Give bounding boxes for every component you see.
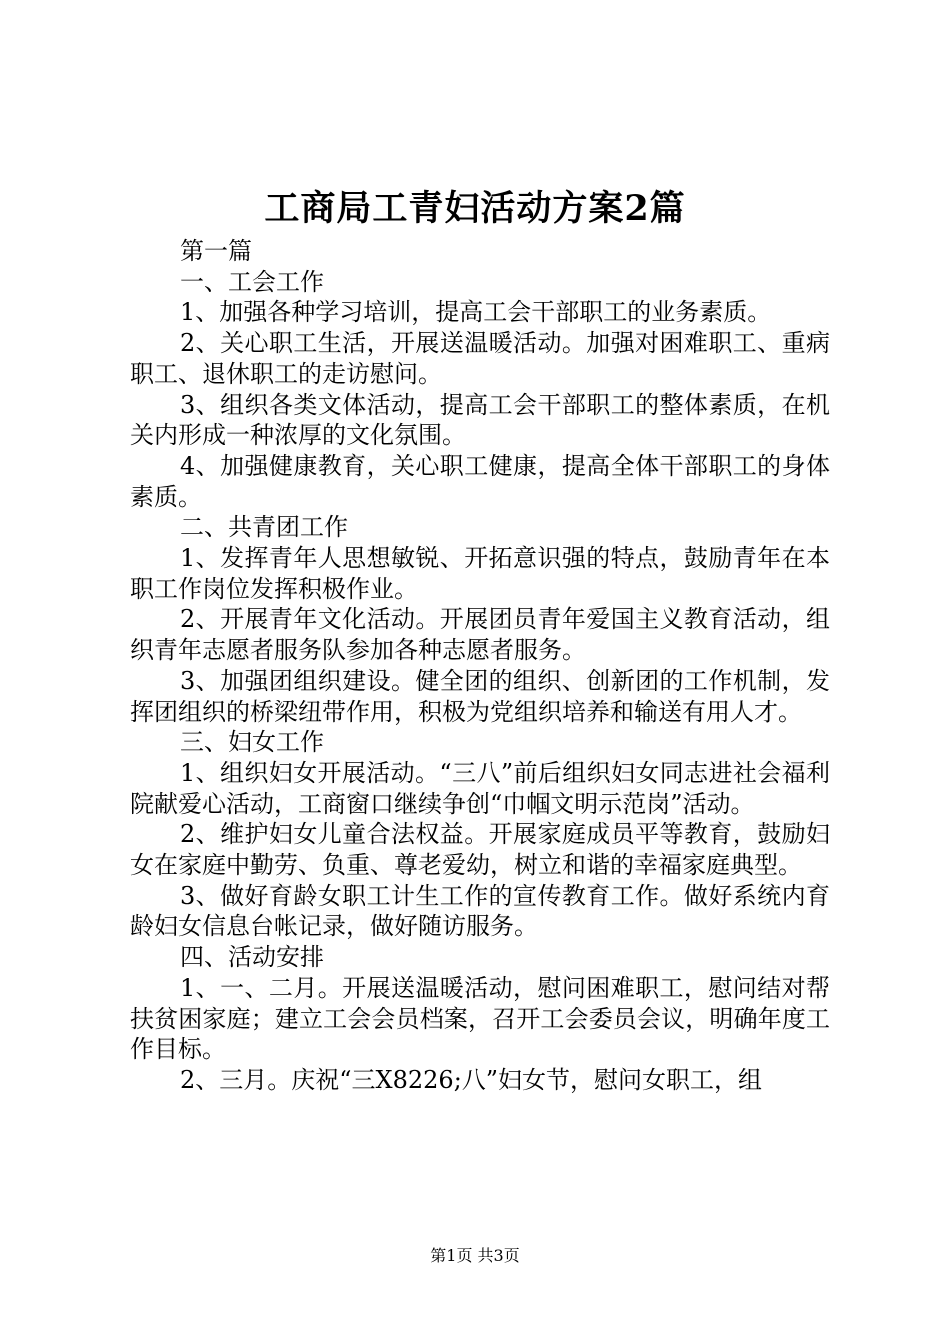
youth-item-2: 2、开展青年文化活动。开展团员青年爱国主义教育活动，组织青年志愿者服务队参加各种志愿者服务。	[130, 605, 830, 665]
document-body	[130, 236, 830, 1096]
youth-item-1: 1、发挥青年人思想敏锐、开拓意识强的特点，鼓励青年在本职工作岗位发挥积极作业。	[130, 544, 830, 603]
schedule-item-1: 1、一、二月。开展送温暖活动，慰问困难职工，慰问结对帮扶贫困家庭；建立工会会员档案，召开工会委员会议，明确年度工作目标。	[130, 973, 830, 1064]
union-item-2: 2、关心职工生活，开展送温暖活动。加强对困难职工、重病职工、退休职工的走访慰问。	[130, 329, 830, 388]
heading-youth-league-work: 二、共青团工作	[180, 513, 348, 542]
schedule-item-2: 2、三月。庆祝“三X8226;八”妇女节，慰问女职工，组	[180, 1065, 763, 1094]
union-item-4: 4、加强健康教育，关心职工健康，提高全体干部职工的身体素质。	[130, 451, 830, 511]
union-item-3: 3、组织各类文体活动，提高工会干部职工的整体素质，在机关内形成一种浓厚的文化氛围。	[130, 390, 830, 450]
section-label-part-one: 第一篇	[180, 237, 252, 265]
heading-activity-schedule: 四、活动安排	[180, 943, 324, 972]
page-footer: 第1页 共3页	[430, 1246, 520, 1265]
union-item-1: 1、加强各种学习培训，提高工会干部职工的业务素质。	[180, 298, 772, 327]
women-item-1: 1、组织妇女开展活动。“三八”前后组织妇女同志进社会福利院献爱心活动，工商窗口继续争创“巾帼文明示范岗”活动。	[130, 758, 830, 818]
heading-women-work: 三、妇女工作	[180, 728, 324, 757]
women-item-3: 3、做好育龄女职工计生工作的宣传教育工作。做好系统内育龄妇女信息台帐记录，做好随访服务。	[130, 881, 830, 941]
document-title: 工商局工青妇活动方案2篇	[264, 188, 686, 229]
heading-union-work: 一、工会工作	[180, 267, 324, 296]
women-item-2: 2、维护妇女儿童合法权益。开展家庭成员平等教育，鼓励妇女在家庭中勤劳、负重、尊老爱幼，树立和谐的幸福家庭典型。	[130, 820, 830, 880]
youth-item-3: 3、加强团组织建设。健全团的组织、创新团的工作机制，发挥团组织的桥梁纽带作用，积极为党组织培养和输送有用人才。	[130, 666, 830, 726]
